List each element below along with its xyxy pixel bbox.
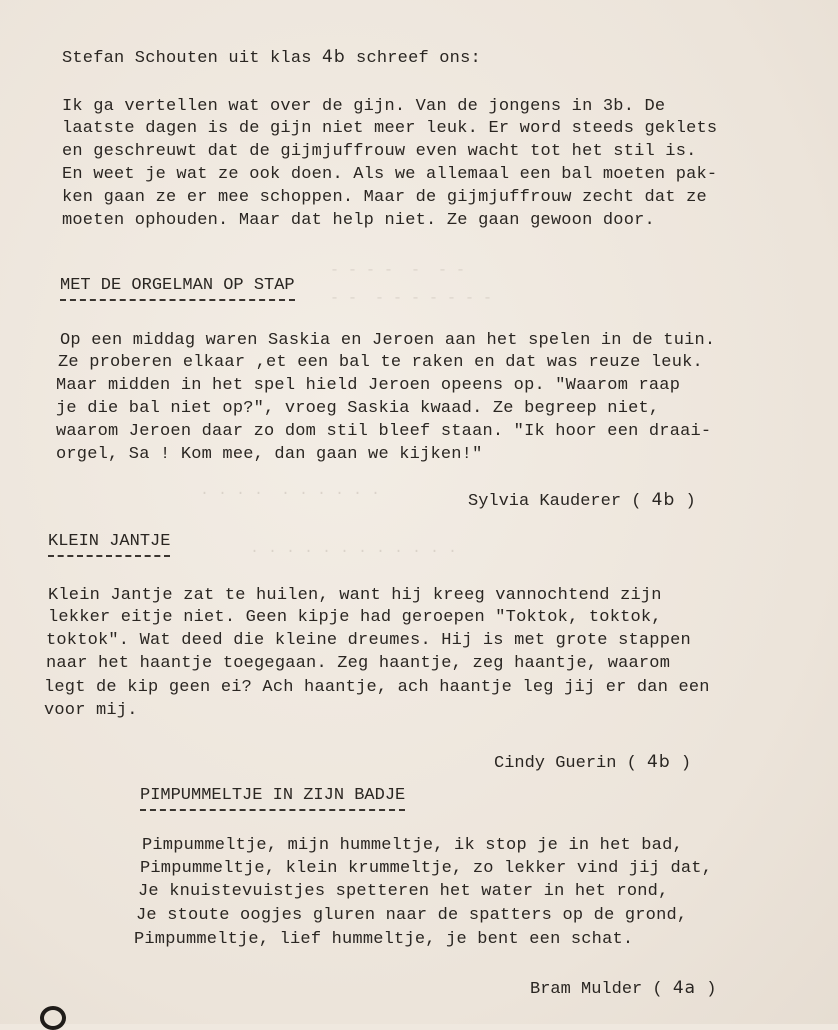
class-handwritten: 4b xyxy=(322,47,346,67)
poem-line: Je stoute oogjes gluren naar de spatters op de grond, xyxy=(136,906,688,925)
story-line: Klein Jantje zat te huilen, want hij kreeg vannochtend zijn xyxy=(48,586,662,605)
letter-line: en geschreuwt dat de gijmjuffrouw even wacht tot het stil is. xyxy=(62,142,697,161)
story-line: Maar midden in het spel hield Jeroen opeens op. "Waarom raap xyxy=(56,376,681,395)
letter-line: En weet je wat ze ook doen. Als we allemaal een bal moeten pak- xyxy=(62,165,718,184)
show-through: . . . . . . . . . . . . xyxy=(250,540,458,557)
story-line: Op een middag waren Saskia en Jeroen aan het spelen in de tuin. xyxy=(60,331,716,350)
story-title: KLEIN JANTJE xyxy=(48,531,170,557)
story-line: naar het haantje toegegaan. Zeg haantje, zeg haantje, waarom xyxy=(46,654,671,673)
poem-line: Pimpummeltje, mijn hummeltje, ik stop je in het bad, xyxy=(142,836,683,855)
class-handwritten: 4b xyxy=(651,490,676,510)
show-through: - - - - - - - xyxy=(330,262,466,279)
story-line: orgel, Sa ! Kom mee, dan gaan we kijken!" xyxy=(56,445,483,464)
class-handwritten: 4a xyxy=(672,978,697,998)
letter-line: moeten ophouden. Maar dat help niet. Ze gaan gewoon door. xyxy=(62,211,655,230)
story-line: voor mij. xyxy=(44,701,138,720)
story-line: lekker eitje niet. Geen kipje had geroepen "Toktok, toktok, xyxy=(48,608,662,627)
intro-line: Stefan Schouten uit klas 4b schreef ons: xyxy=(62,47,481,68)
story-line: je die bal niet op?", vroeg Saskia kwaad. Ze begreep niet, xyxy=(56,399,660,418)
poem-title: PIMPUMMELTJE IN ZIJN BADJE xyxy=(140,785,405,811)
author-signature: Bram Mulder ( 4a ) xyxy=(530,978,717,999)
story-line: toktok". Wat deed die kleine dreumes. Hij is met grote stappen xyxy=(46,631,691,650)
letter-line: ken gaan ze er mee schoppen. Maar de gijmjuffrouw zecht dat ze xyxy=(62,188,707,207)
poem-line: Pimpummeltje, klein krummeltje, zo lekker vind jij dat, xyxy=(140,859,713,878)
letter-line: laatste dagen is de gijn niet meer leuk. Er word steeds geklets xyxy=(62,119,718,138)
poem-line: Pimpummeltje, lief hummeltje, je bent een schat. xyxy=(134,930,634,949)
class-handwritten: 4b xyxy=(647,752,671,772)
story-line: waarom Jeroen daar zo dom stil bleef staan. "Ik hoor een draai- xyxy=(56,422,712,441)
show-through: - - - - - - - - - xyxy=(330,290,493,307)
page-number-mark xyxy=(40,1006,66,1030)
story-title: MET DE ORGELMAN OP STAP xyxy=(60,275,295,301)
poem-line: Je knuistevuistjes spetteren het water in het rond, xyxy=(138,882,669,901)
story-line: Ze proberen elkaar ,et een bal te raken en dat was reuze leuk. xyxy=(58,353,703,372)
letter-line: Ik ga vertellen wat over de gijn. Van de jongens in 3b. De xyxy=(62,97,666,116)
author-signature: Sylvia Kauderer ( 4b ) xyxy=(468,490,696,511)
story-line: legt de kip geen ei? Ach haantje, ach haantje leg jij er dan een xyxy=(44,678,710,697)
author-signature: Cindy Guerin ( 4b ) xyxy=(494,752,692,773)
show-through: . . . . . . . . . . xyxy=(200,482,381,499)
